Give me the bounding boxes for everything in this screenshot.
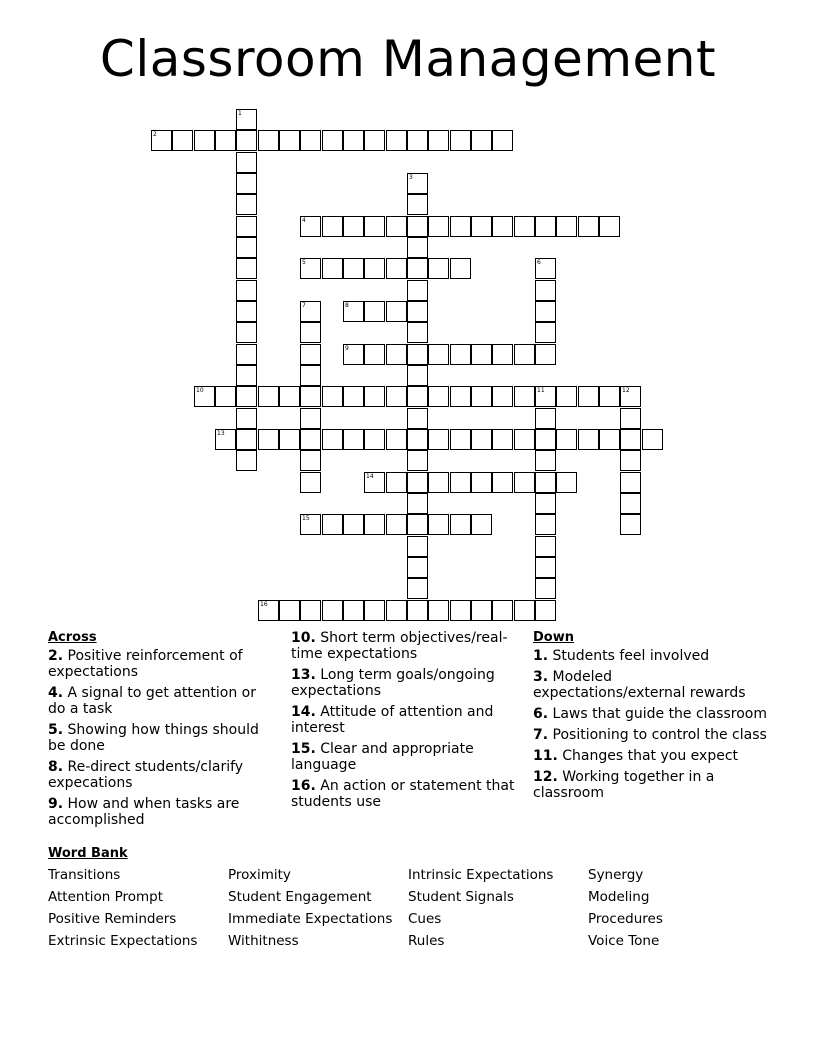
crossword-cell[interactable]: [599, 386, 620, 407]
crossword-cell[interactable]: [599, 429, 620, 450]
crossword-cell[interactable]: [236, 194, 257, 215]
crossword-cell[interactable]: [343, 258, 364, 279]
clue-down-3: 3. Modeled expectations/external rewards: [533, 669, 746, 701]
clue-number: 12: [622, 387, 630, 394]
crossword-cell[interactable]: [300, 365, 321, 386]
crossword-cell[interactable]: [535, 600, 556, 621]
crossword-cell[interactable]: [428, 472, 449, 493]
crossword-cell[interactable]: [364, 258, 385, 279]
crossword-cell[interactable]: [492, 600, 513, 621]
clue-across-10: 10. Short term objectives/real-time expectations: [291, 630, 508, 662]
crossword-cell[interactable]: [343, 344, 364, 365]
clue-across-8: 8. Re-direct students/clarify expecations: [48, 759, 244, 791]
crossword-cell[interactable]: [535, 472, 556, 493]
crossword-cell[interactable]: [300, 216, 321, 237]
crossword-cell[interactable]: [364, 429, 385, 450]
crossword-cell[interactable]: [300, 258, 321, 279]
crossword-cell[interactable]: [300, 472, 321, 493]
clue-number: 4: [302, 217, 306, 224]
crossword-cell[interactable]: [620, 429, 641, 450]
crossword-cell[interactable]: [386, 344, 407, 365]
crossword-cell[interactable]: [279, 600, 300, 621]
clue-number: 16: [260, 601, 268, 608]
crossword-cell[interactable]: [386, 429, 407, 450]
crossword-cell[interactable]: [407, 578, 428, 599]
crossword-cell[interactable]: [620, 408, 641, 429]
word-bank-item: Proximity: [228, 867, 291, 883]
crossword-cell[interactable]: [215, 429, 236, 450]
crossword-cell[interactable]: [322, 130, 343, 151]
crossword-cell[interactable]: [535, 536, 556, 557]
crossword-cell[interactable]: [172, 130, 193, 151]
crossword-cell[interactable]: [514, 429, 535, 450]
word-bank-item: Attention Prompt: [48, 889, 164, 905]
crossword-cell[interactable]: [450, 216, 471, 237]
down-clues: [533, 630, 768, 806]
crossword-cell[interactable]: [428, 514, 449, 535]
crossword-cell[interactable]: [236, 216, 257, 237]
crossword-cell[interactable]: [407, 408, 428, 429]
crossword-cell[interactable]: [258, 429, 279, 450]
crossword-cell[interactable]: [215, 386, 236, 407]
crossword-cell[interactable]: [236, 152, 257, 173]
clue-across-15: 15. Clear and appropriate language: [291, 741, 474, 773]
clue-across-2: 2. Positive reinforcement of expectations: [48, 648, 243, 680]
crossword-cell[interactable]: [407, 194, 428, 215]
crossword-cell[interactable]: [428, 130, 449, 151]
crossword-cell[interactable]: [300, 408, 321, 429]
word-bank-item: Rules: [408, 933, 445, 949]
crossword-cell[interactable]: [279, 429, 300, 450]
crossword-cell[interactable]: [556, 216, 577, 237]
crossword-cell[interactable]: [300, 301, 321, 322]
crossword-cell[interactable]: [492, 472, 513, 493]
crossword-cell[interactable]: [236, 130, 257, 151]
word-bank-item: Transitions: [48, 867, 121, 883]
crossword-cell[interactable]: [300, 600, 321, 621]
crossword-cell[interactable]: [364, 514, 385, 535]
crossword-cell[interactable]: [535, 493, 556, 514]
crossword-cell[interactable]: [386, 386, 407, 407]
crossword-cell[interactable]: [236, 237, 257, 258]
crossword-cell[interactable]: [471, 472, 492, 493]
word-bank-item: Voice Tone: [588, 933, 660, 949]
word-bank-list: [48, 867, 788, 949]
crossword-cell[interactable]: [407, 258, 428, 279]
crossword-cell[interactable]: [343, 386, 364, 407]
clue-number: 5: [302, 259, 306, 266]
crossword-cell[interactable]: [236, 450, 257, 471]
crossword-cell[interactable]: [364, 130, 385, 151]
crossword-cell[interactable]: [471, 429, 492, 450]
crossword-cell[interactable]: [386, 600, 407, 621]
clue-number: 14: [366, 473, 374, 480]
crossword-cell[interactable]: [322, 386, 343, 407]
crossword-cell[interactable]: [407, 173, 428, 194]
crossword-cell[interactable]: [364, 216, 385, 237]
across-clues-continued: [291, 630, 516, 815]
crossword-cell[interactable]: [151, 130, 172, 151]
crossword-cell[interactable]: [343, 514, 364, 535]
crossword-cell[interactable]: [236, 173, 257, 194]
crossword-cell[interactable]: [407, 216, 428, 237]
crossword-cell[interactable]: [556, 386, 577, 407]
crossword-cell[interactable]: [300, 386, 321, 407]
crossword-cell[interactable]: [407, 557, 428, 578]
crossword-cell[interactable]: [258, 386, 279, 407]
clue-number: 1: [238, 110, 242, 117]
crossword-cell[interactable]: [407, 493, 428, 514]
crossword-cell[interactable]: [364, 301, 385, 322]
clue-number: 11: [537, 387, 545, 394]
clue-number: 9: [345, 345, 349, 352]
crossword-cell[interactable]: [322, 429, 343, 450]
crossword-cell[interactable]: [535, 408, 556, 429]
clue-down-11: 11. Changes that you expect: [533, 748, 739, 764]
crossword-cell[interactable]: [450, 130, 471, 151]
page-title: Classroom Management: [99, 30, 717, 88]
crossword-cell[interactable]: [364, 386, 385, 407]
crossword-cell[interactable]: [428, 258, 449, 279]
word-bank-item: Withitness: [228, 933, 299, 949]
crossword-cell[interactable]: [642, 429, 663, 450]
clue-number: 6: [537, 259, 541, 266]
crossword-cell[interactable]: [535, 578, 556, 599]
crossword-cell[interactable]: [492, 130, 513, 151]
crossword-cell[interactable]: [300, 429, 321, 450]
crossword-cell[interactable]: [258, 130, 279, 151]
crossword-cell[interactable]: [471, 130, 492, 151]
word-bank-item: Extrinsic Expectations: [48, 933, 198, 949]
clue-down-1: 1. Students feel involved: [533, 648, 710, 664]
crossword-cell[interactable]: [407, 365, 428, 386]
crossword-cell[interactable]: [364, 472, 385, 493]
crossword-cell[interactable]: [492, 429, 513, 450]
word-bank-item: Procedures: [588, 911, 663, 927]
clue-number: 2: [153, 131, 157, 138]
word-bank-item: Immediate Expectations: [228, 911, 393, 927]
crossword-cell[interactable]: [322, 514, 343, 535]
crossword-cell[interactable]: [322, 216, 343, 237]
crossword-cell[interactable]: [450, 514, 471, 535]
crossword-cell[interactable]: [236, 429, 257, 450]
word-bank-item: Intrinsic Expectations: [408, 867, 554, 883]
crossword-cell[interactable]: [535, 429, 556, 450]
crossword-cell[interactable]: [300, 450, 321, 471]
crossword-cell[interactable]: [407, 344, 428, 365]
crossword-cell[interactable]: [407, 301, 428, 322]
crossword-cell[interactable]: [450, 258, 471, 279]
crossword-cell[interactable]: [407, 450, 428, 471]
word-bank-item: Student Engagement: [228, 889, 372, 905]
crossword-cell[interactable]: [556, 472, 577, 493]
crossword-cell[interactable]: [535, 258, 556, 279]
crossword-cell[interactable]: [407, 130, 428, 151]
clue-across-9: 9. How and when tasks are accomplished: [48, 796, 240, 828]
crossword-cell[interactable]: [514, 600, 535, 621]
crossword-cell[interactable]: [535, 386, 556, 407]
crossword-cell[interactable]: [471, 216, 492, 237]
word-bank-heading: Word Bank: [48, 846, 128, 861]
clue-across-5: 5. Showing how things should be done: [48, 722, 259, 754]
word-bank-item: Student Signals: [408, 889, 514, 905]
across-clues: [48, 630, 273, 833]
crossword-cell[interactable]: [194, 130, 215, 151]
crossword-cell[interactable]: [407, 386, 428, 407]
crossword-cell[interactable]: [236, 365, 257, 386]
crossword-cell[interactable]: [450, 429, 471, 450]
crossword-cell[interactable]: [620, 514, 641, 535]
crossword-cell[interactable]: [386, 472, 407, 493]
clue-down-6: 6. Laws that guide the classroom: [533, 706, 767, 722]
crossword-cell[interactable]: [620, 386, 641, 407]
clue-number: 3: [409, 174, 413, 181]
clue-across-13: 13. Long term goals/ongoing expectations: [291, 667, 495, 699]
word-bank-item: Positive Reminders: [48, 911, 177, 927]
crossword-cell[interactable]: [450, 386, 471, 407]
crossword-cell[interactable]: [535, 301, 556, 322]
crossword-cell[interactable]: [514, 216, 535, 237]
crossword-cell[interactable]: [279, 130, 300, 151]
crossword-cell[interactable]: [343, 600, 364, 621]
crossword-cell[interactable]: [364, 344, 385, 365]
across-heading: Across: [48, 630, 97, 645]
crossword-cell[interactable]: [300, 344, 321, 365]
crossword-cell[interactable]: [428, 344, 449, 365]
crossword-cell[interactable]: [428, 386, 449, 407]
crossword-cell[interactable]: [236, 408, 257, 429]
crossword-cell[interactable]: [236, 301, 257, 322]
clue-across-4: 4. A signal to get attention or do a task: [48, 685, 256, 717]
clue-down-12: 12. Working together in a classroom: [533, 769, 715, 801]
crossword-cell[interactable]: [428, 429, 449, 450]
crossword-cell[interactable]: [535, 216, 556, 237]
crossword-cell[interactable]: [407, 280, 428, 301]
crossword-cell[interactable]: [407, 472, 428, 493]
crossword-cell[interactable]: [535, 280, 556, 301]
crossword-cell[interactable]: [620, 450, 641, 471]
clue-number: 8: [345, 302, 349, 309]
crossword-cell[interactable]: [620, 493, 641, 514]
crossword-cell[interactable]: [535, 557, 556, 578]
clue-number: 15: [302, 515, 310, 522]
crossword-cell[interactable]: [300, 130, 321, 151]
crossword-cell[interactable]: [258, 600, 279, 621]
crossword-cell[interactable]: [450, 344, 471, 365]
crossword-cell[interactable]: [556, 429, 577, 450]
word-bank-item: Modeling: [588, 889, 650, 905]
crossword-cell[interactable]: [386, 130, 407, 151]
crossword-cell[interactable]: [578, 429, 599, 450]
crossword-cell[interactable]: [386, 216, 407, 237]
down-heading: Down: [533, 630, 574, 645]
crossword-cell[interactable]: [514, 344, 535, 365]
crossword-cell[interactable]: [535, 322, 556, 343]
crossword-cell[interactable]: [279, 386, 300, 407]
crossword-cell[interactable]: [343, 301, 364, 322]
crossword-cell[interactable]: [215, 130, 236, 151]
crossword-cell[interactable]: [343, 216, 364, 237]
crossword-cell[interactable]: [322, 258, 343, 279]
crossword-cell[interactable]: [407, 322, 428, 343]
crossword-cell[interactable]: [578, 216, 599, 237]
crossword-cell[interactable]: [407, 237, 428, 258]
crossword-cell[interactable]: [599, 216, 620, 237]
crossword-cell[interactable]: [300, 322, 321, 343]
crossword-cell[interactable]: [407, 600, 428, 621]
crossword-cell[interactable]: [471, 386, 492, 407]
crossword-cell[interactable]: [236, 344, 257, 365]
crossword-cell[interactable]: [535, 514, 556, 535]
crossword-cell[interactable]: [492, 344, 513, 365]
crossword-cell[interactable]: [407, 536, 428, 557]
clue-number: 13: [217, 430, 225, 437]
crossword-cell[interactable]: [450, 600, 471, 621]
crossword-cell[interactable]: [300, 514, 321, 535]
word-bank: [48, 846, 788, 949]
crossword-cell[interactable]: [471, 600, 492, 621]
crossword-cell[interactable]: [450, 472, 471, 493]
clue-number: 7: [302, 302, 306, 309]
crossword-cell[interactable]: [535, 344, 556, 365]
crossword-cell[interactable]: [471, 344, 492, 365]
crossword-cell[interactable]: [428, 216, 449, 237]
word-bank-item: Synergy: [588, 867, 644, 883]
crossword-cell[interactable]: [194, 386, 215, 407]
crossword-cell[interactable]: [620, 472, 641, 493]
clue-down-7: 7. Positioning to control the class: [533, 727, 767, 743]
crossword-cell[interactable]: [386, 514, 407, 535]
word-bank-item: Cues: [408, 911, 442, 927]
crossword-cell[interactable]: [322, 600, 343, 621]
crossword-cell[interactable]: [343, 130, 364, 151]
crossword-cell[interactable]: [236, 322, 257, 343]
crossword-cell[interactable]: [578, 386, 599, 407]
clue-across-16: 16. An action or statement that students use: [291, 778, 515, 810]
crossword-cell[interactable]: [236, 258, 257, 279]
crossword-cell[interactable]: [514, 386, 535, 407]
crossword-cell[interactable]: [492, 216, 513, 237]
crossword-cell[interactable]: [471, 514, 492, 535]
crossword-cell[interactable]: [514, 472, 535, 493]
crossword-cell[interactable]: [428, 600, 449, 621]
crossword-cell[interactable]: [492, 386, 513, 407]
crossword-cell[interactable]: [407, 514, 428, 535]
crossword-cell[interactable]: [343, 429, 364, 450]
crossword-cell[interactable]: [364, 600, 385, 621]
crossword-cell[interactable]: [386, 258, 407, 279]
crossword-cell[interactable]: [535, 450, 556, 471]
clue-across-14: 14. Attitude of attention and interest: [291, 704, 494, 736]
crossword-cell[interactable]: [386, 301, 407, 322]
crossword-cell[interactable]: [407, 429, 428, 450]
crossword-cell[interactable]: [236, 386, 257, 407]
crossword-cell[interactable]: [236, 109, 257, 130]
clue-number: 10: [196, 387, 204, 394]
crossword-cell[interactable]: [236, 280, 257, 301]
